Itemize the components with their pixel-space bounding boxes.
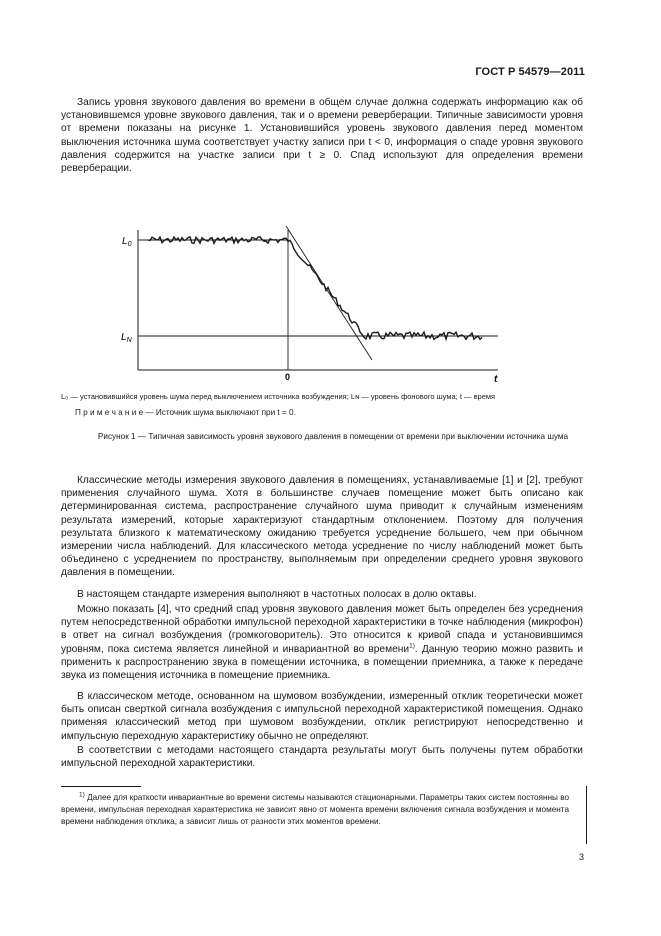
paragraph-2: В настоящем стандарте измерения выполняют в частотных полосах в долю октавы. bbox=[77, 589, 477, 600]
figure-legend: L₀ — установившийся уровень шума перед выключением источника возбуждения; Lɴ — уровень фонового шума; t — время bbox=[61, 392, 496, 401]
paragraph-3 bbox=[61, 603, 583, 682]
figure-caption: Рисунок 1 — Типичная зависимость уровня звукового давления в помещении от времени при выключении источника шума bbox=[97, 432, 569, 441]
t-axis-label: t bbox=[494, 374, 498, 382]
footnote bbox=[61, 792, 569, 828]
decay-chart bbox=[110, 222, 510, 382]
decay-curve bbox=[148, 237, 482, 340]
intro-paragraph: Запись уровня звукового давления во времени в общем случае должна содержать информацию как об установившемся уровне звукового давления, так и о времени реверберации. Типичные зависимости уровня от времени показаны на рисунке 1. Установившийся уровень звукового давления перед моментом выключения источника шума соответствует участку записи при t < 0, информация о спаде уровня звукового давления содержится на участке записи при t ≥ 0. Спад используют для определения времени реверберации. bbox=[61, 97, 583, 175]
page-number: 3 bbox=[579, 852, 585, 862]
footnote-text: Далее для краткости инвариантные во времени системы называются стационарными. Параметры таких систем постоянны во времени, импульсная переходная характеристика не зависит явно от момента времени включения сигнала возбуждения и момента времени наблюдения отклика, а зависит лишь от разности этих моментов времени. bbox=[61, 793, 569, 826]
paragraph-3-cont: . Данную теорию можно развить и применить к распространению звука в помещении источника, в помещении приемника, а также к передаче звука из помещения источника в помещение приемника. bbox=[61, 643, 584, 682]
ln-label: $L_N$ bbox=[121, 332, 132, 344]
zero-label: 0 bbox=[285, 372, 291, 382]
paragraph-1: Классические методы измерения звукового давления в помещениях, устанавливаемые [1] и [2], требуют применения случайного шума. Хотя в большинстве случаев помещение может быть описано как детерминированная система, распространение случайного шума приводит к случайным изменениям результата измерений, которые характеризуют стандартным отклонением. Поэтому для получения результата близкого к математическому ожиданию требуется усреднение большего, чем при обычном измерении числа наблюдений. Для классического метода усреднение по числу наблюдений может быть объединено с усреднением по пространству, выполняемым при определении среднего уровня звукового давления в помещении. bbox=[61, 475, 583, 579]
decay-slope-line bbox=[286, 226, 372, 360]
footnote-mark: 1) bbox=[79, 791, 85, 799]
standard-header: ГОСТ Р 54579—2011 bbox=[475, 66, 585, 78]
footnote-ref: 1) bbox=[409, 642, 415, 650]
figure-note: П р и м е ч а н и е — Источник шума выключают при t = 0. bbox=[75, 408, 296, 417]
paragraph-5: В соответствии с методами настоящего стандарта результаты могут быть получены путем обработки импульсной переходной характеристики. bbox=[61, 745, 583, 770]
l0-label: $L_0$ bbox=[122, 236, 132, 248]
footnote-rule bbox=[61, 786, 141, 787]
paragraph-3-text: Можно показать [4], что средний спад уровня звукового давления может быть определен без усреднения путем непосредственной обработки импульсной переходной характеристики в точке наблюдения (микрофон) в ответ на сигнал возбуждения (громкоговоритель). Это относится к кривой спада и установившимся уровням, пока система является линейной и инвариантной во времени bbox=[61, 604, 583, 655]
paragraph-4: В классическом методе, основанном на шумовом возбуждении, измеренный отклик теоретически может быть описан сверткой сигнала возбуждения с импульсной переходной характеристикой помещения. Однако применяя классический метод при шумовом возбуждении, отклик регистрируют непосредственно и импульсную переходную характеристику обычно не определяют. bbox=[61, 691, 583, 742]
figure-1 bbox=[110, 222, 510, 382]
change-bar bbox=[586, 786, 587, 844]
